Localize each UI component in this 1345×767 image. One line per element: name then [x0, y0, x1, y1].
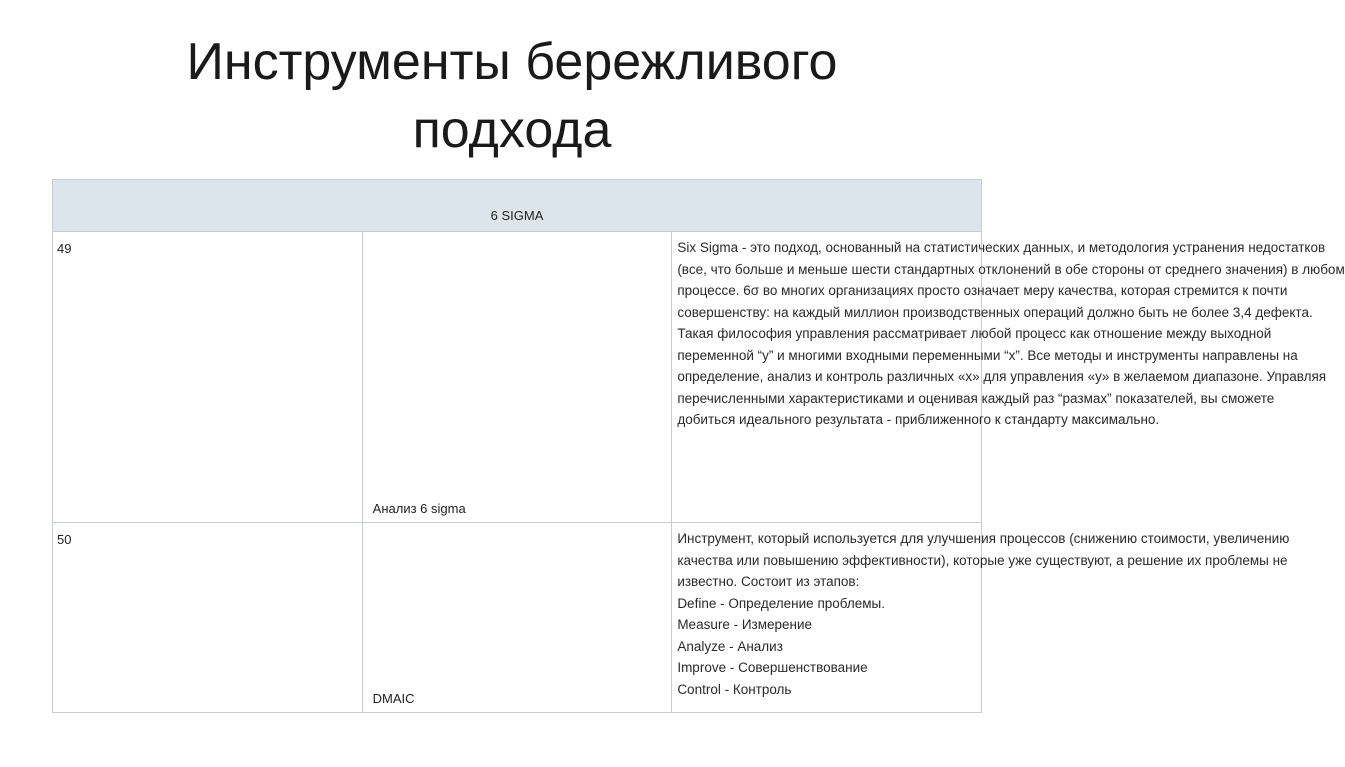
row-number: 50: [53, 523, 363, 713]
table-row: [53, 523, 982, 713]
description-line: совершенству: на каждый миллион производственных операций должно быть не более 3,4 дефекта.: [677, 304, 1313, 320]
table-row: [53, 232, 982, 523]
description-line: переменной “y” и многими входными переменными “x”. Все методы и инструменты направлены на: [677, 347, 1298, 363]
description-line: Analyze - Анализ: [677, 638, 783, 654]
description-line: Define - Определение проблемы.: [677, 595, 886, 611]
slide-title-line-2: подхода: [412, 101, 612, 159]
tools-table: [52, 179, 1345, 713]
slide-title: [0, 28, 1024, 164]
description-line: определение, анализ и контроль различных «x» для управления «y» в желаемом диапазоне. Управляя: [677, 369, 1327, 384]
description-line: Measure - Измерение: [677, 617, 813, 632]
row-name-cell: [362, 232, 672, 523]
description-line: качества или повышению эффективности), которые уже существуют, а решение их проблемы не: [677, 552, 1288, 568]
description-line: добиться идеального результата - приближенного к стандарту максимально.: [677, 412, 1160, 427]
row-description: [672, 523, 1290, 713]
description-line: Six Sigma - это подход, основанный на статистических данных, и методология устранения недостатков: [677, 240, 1326, 255]
description-line: Improve - Совершенствование: [677, 660, 868, 675]
row-number: 49: [53, 232, 363, 523]
row-name: Анализ 6 sigma: [372, 501, 466, 516]
row-name-cell: [362, 523, 672, 713]
table-header-label: 6 SIGMA: [490, 208, 544, 223]
description-line: Инструмент, который используется для улучшения процессов (снижению стоимости, увеличению: [677, 531, 1290, 546]
description-line: известно. Состоит из этапов:: [677, 574, 860, 589]
slide-title-line-1: Инструменты бережливого: [186, 33, 838, 91]
row-name: DMAIC: [372, 691, 415, 706]
table-header-cell: [53, 180, 982, 232]
description-line: (все, что больше и меньше шести стандартных отклонений в обе стороны от среднего значения) в любом: [677, 261, 1345, 277]
description-line: процессе. 6σ во многих организациях просто означает меру качества, которая стремится к почти: [677, 283, 1288, 298]
description-line: перечисленными характеристиками и оценивая каждый раз “размах” показателей, вы сможете: [677, 390, 1275, 406]
description-line: Такая философия управления рассматривает любой процесс как отношение между выходной: [677, 326, 1272, 341]
row-description: [672, 232, 1345, 523]
description-line: Control - Контроль: [677, 681, 792, 697]
